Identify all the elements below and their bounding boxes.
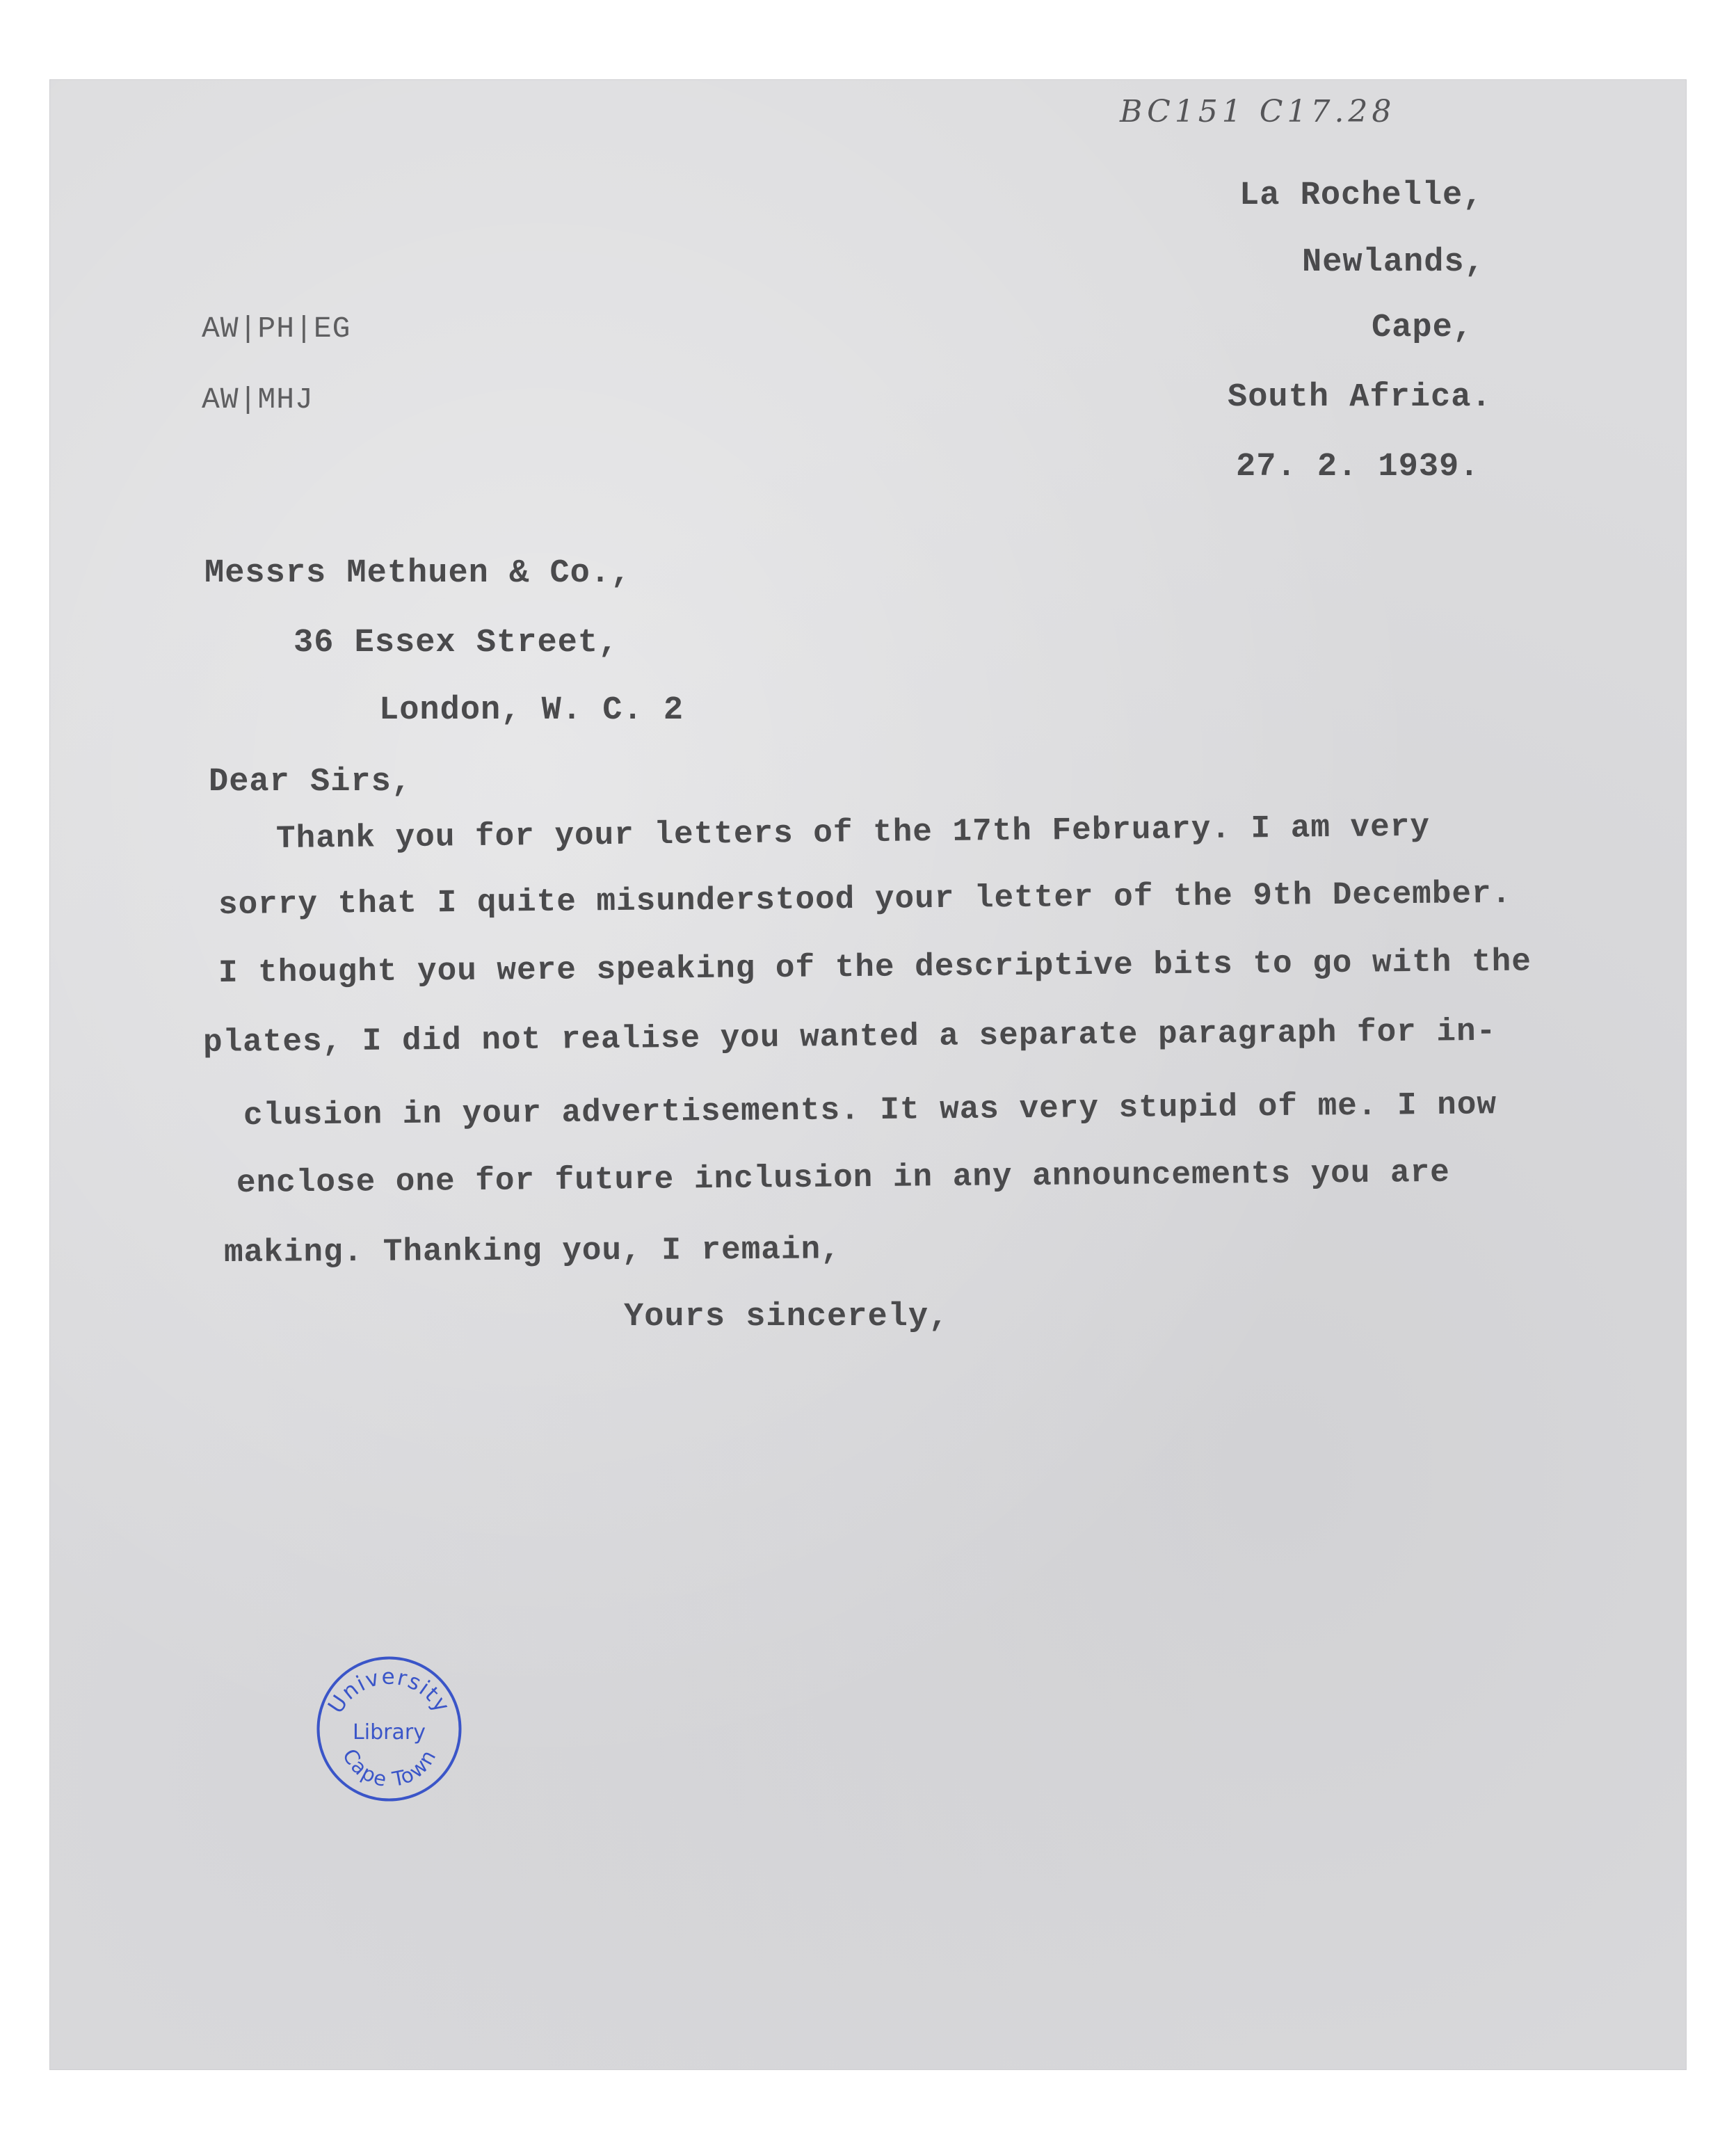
body-line-6: enclose one for future inclusion in any announcements you are bbox=[236, 1154, 1451, 1201]
address-line-2: Newlands, bbox=[1302, 244, 1485, 281]
recipient-city: London, W. C. 2 bbox=[379, 692, 684, 729]
svg-text:Cape Town bbox=[338, 1745, 441, 1791]
reference-line-1: AW|PH|EG bbox=[202, 312, 351, 346]
reference-line-2: AW|MHJ bbox=[202, 383, 314, 417]
recipient-name: Messrs Methuen & Co., bbox=[204, 555, 632, 592]
letter-date: 27. 2. 1939. bbox=[1236, 449, 1480, 486]
salutation: Dear Sirs, bbox=[209, 764, 412, 801]
body-line-5: clusion in your advertisements. It was very stupid of me. I now bbox=[243, 1087, 1497, 1134]
body-line-3: I thought you were speaking of the descriptive bits to go with the bbox=[218, 943, 1532, 991]
body-line-7: making. Thanking you, I remain, bbox=[223, 1231, 841, 1271]
university-library-stamp bbox=[314, 1654, 464, 1804]
stamp-text-top: University bbox=[323, 1664, 456, 1718]
closing: Yours sincerely, bbox=[624, 1299, 949, 1336]
body-line-4: plates, I did not realise you wanted a separate paragraph for in- bbox=[202, 1013, 1497, 1061]
stamp-text-middle: Library bbox=[353, 1720, 426, 1745]
address-line-3: Cape, bbox=[1372, 310, 1474, 346]
body-line-1: Thank you for your letters of the 17th February. I am very bbox=[275, 808, 1431, 857]
body-line-2: sorry that I quite misunderstood your letter of the 9th December. bbox=[218, 875, 1512, 923]
stamp-text-bottom: Cape Town bbox=[337, 1745, 442, 1792]
address-line-1: La Rochelle, bbox=[1239, 177, 1484, 214]
letter-sheet bbox=[50, 80, 1686, 2069]
address-line-4: South Africa. bbox=[1228, 379, 1492, 416]
svg-text:University bbox=[323, 1665, 455, 1718]
recipient-street: 36 Essex Street, bbox=[294, 625, 619, 662]
archive-reference: BC151 C17.28 bbox=[1120, 94, 1396, 129]
